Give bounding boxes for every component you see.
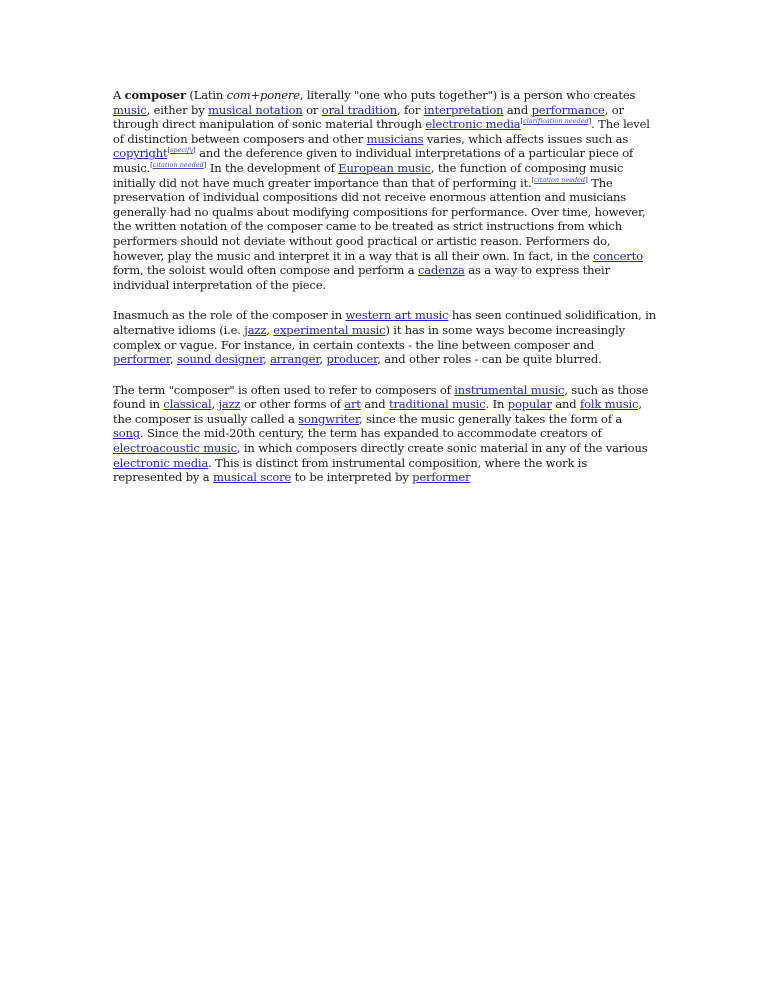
text-run: form, the soloist would often compose and perform a xyxy=(113,263,419,278)
text-run: The preservation of individual compositions did not receive enormous attention and musicians generally had no qualms about modifying compositions for performance. Over time, however, the written notation of the composer came to be treated as strict instructions from which performers should not deviate without good practical or artistic reason. Performers do, however, play the music and interpret it in a way that is all their own. In fact, in the xyxy=(113,175,646,263)
text-run: has seen continued solidification, in alternative idioms (i.e. xyxy=(113,308,656,337)
article-link[interactable]: experimental music xyxy=(273,322,386,337)
text-run: and xyxy=(360,397,389,412)
article-link[interactable]: arranger xyxy=(270,352,320,367)
text-run: to be interpreted by xyxy=(291,470,413,485)
article-link[interactable]: music xyxy=(113,102,147,117)
article-link[interactable]: sound designer xyxy=(176,352,264,367)
text-run: or xyxy=(302,102,322,117)
article-link[interactable]: copyright xyxy=(113,146,168,161)
text-run: (Latin xyxy=(185,88,227,102)
text-run: In the development of xyxy=(206,160,339,175)
article-link[interactable]: performance xyxy=(531,102,605,117)
article-link[interactable]: art xyxy=(344,397,361,412)
text-run: as a way to express their individual interpretation of the piece. xyxy=(113,263,610,292)
article-link[interactable]: musicians xyxy=(366,131,424,146)
paragraph-role xyxy=(113,308,656,366)
article-link[interactable]: songwriter xyxy=(298,411,360,426)
article-link[interactable]: instrumental music xyxy=(454,382,565,397)
text-run: , xyxy=(169,352,177,367)
text-run: , the function of composing music initially did not have much greater importance than that of performing it. xyxy=(113,160,624,190)
article-link[interactable]: folk music xyxy=(580,397,639,412)
article-link[interactable]: performer xyxy=(412,470,471,485)
text-run: , either by xyxy=(146,102,209,117)
article-link[interactable]: cadenza xyxy=(418,263,465,278)
text-run: , such as those found in xyxy=(113,382,649,412)
text-run: . This is distinct from instrumental composition, where the work is represented by a xyxy=(113,455,588,485)
text-run: , for xyxy=(396,102,424,117)
article-link[interactable]: popular xyxy=(507,397,552,412)
text-run: and xyxy=(503,102,532,117)
article-link[interactable]: musical notation xyxy=(208,102,303,117)
italic-term: com+ponere xyxy=(226,88,300,102)
text-run: Inasmuch as the role of the composer in xyxy=(113,308,346,323)
text-run: . Since the mid-20th century, the term has expanded to accommodate creators of xyxy=(140,426,602,441)
citation-link[interactable]: citation needed xyxy=(152,160,204,169)
article-link[interactable]: European music xyxy=(338,160,431,175)
text-run: , xyxy=(319,352,327,367)
article-link[interactable]: classical xyxy=(163,397,212,412)
citation-tag: [clarification needed] xyxy=(520,117,592,126)
text-run: and xyxy=(551,397,580,412)
article-link[interactable]: jazz xyxy=(218,397,241,412)
article-link[interactable]: song xyxy=(113,426,140,441)
article-link[interactable]: musical score xyxy=(213,470,292,485)
article-link[interactable]: electroacoustic music xyxy=(113,441,237,456)
article-link[interactable]: concerto xyxy=(593,248,643,263)
article-link[interactable]: oral tradition xyxy=(321,102,397,117)
text-run: , literally "one who puts together") is a person who creates xyxy=(299,88,636,102)
text-run: A xyxy=(113,88,125,102)
bold-term: composer xyxy=(124,88,186,102)
text-run: ) it has in some ways become increasingly complex or vague. For instance, in certain contexts - the line between composer and xyxy=(113,322,626,352)
citation-link[interactable]: clarification needed xyxy=(523,117,589,126)
text-run: , and other roles - can be quite blurred. xyxy=(377,352,602,367)
article-link[interactable]: electronic media xyxy=(425,117,521,132)
text-run: , xyxy=(211,397,219,412)
text-run: The term "composer" is often used to refer to composers of xyxy=(113,382,455,397)
article-link[interactable]: electronic media xyxy=(113,455,209,470)
paragraph-term xyxy=(113,383,656,485)
citation-link[interactable]: specify xyxy=(169,146,194,155)
article-link[interactable]: western art music xyxy=(345,308,449,323)
text-run: , xyxy=(263,352,271,367)
citation-tag: [citation needed] xyxy=(531,175,588,184)
text-run: varies, which affects issues such as xyxy=(423,131,629,146)
text-run: , since the music generally takes the form of a xyxy=(359,411,623,426)
article-link[interactable]: traditional music xyxy=(388,397,486,412)
article-body xyxy=(113,88,656,501)
citation-tag: [citation needed] xyxy=(150,160,207,169)
article-link[interactable]: interpretation xyxy=(423,102,504,117)
paragraph-intro xyxy=(113,88,656,292)
article-link[interactable]: jazz xyxy=(244,322,267,337)
article-link[interactable]: producer xyxy=(326,352,378,367)
text-run: or other forms of xyxy=(240,397,345,412)
text-run: . The level of distinction between composers and other xyxy=(113,117,650,146)
citation-tag: [specify] xyxy=(167,146,196,155)
text-run: , or through direct manipulation of sonic material through xyxy=(113,102,624,132)
text-run: , the composer is usually called a xyxy=(113,397,642,426)
text-run: , xyxy=(266,322,274,337)
text-run: , in which composers directly create sonic material in any of the various xyxy=(236,441,648,456)
text-run: and the deference given to individual interpretations of a particular piece of music. xyxy=(113,146,634,175)
citation-link[interactable]: citation needed xyxy=(534,175,586,184)
text-run: . In xyxy=(485,397,508,412)
article-link[interactable]: performer xyxy=(113,352,170,367)
